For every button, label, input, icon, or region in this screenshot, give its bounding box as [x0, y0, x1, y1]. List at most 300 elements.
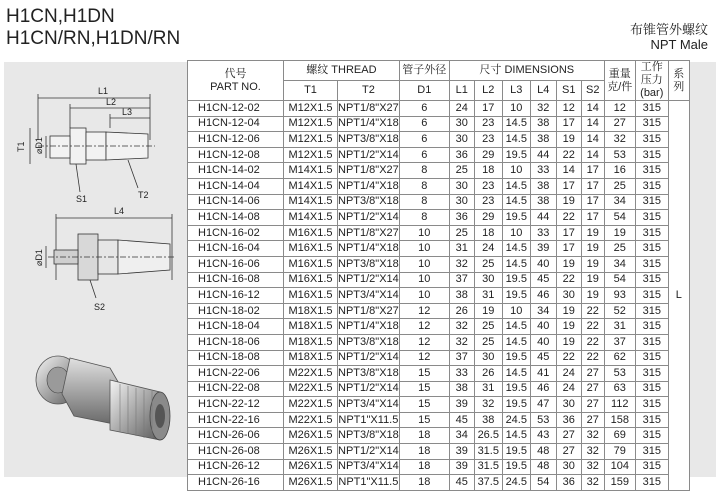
table-row: [188, 303, 690, 319]
table-cell: 8: [399, 210, 449, 226]
table-cell: 19.5: [502, 444, 530, 460]
table-cell: 37: [604, 334, 635, 350]
label-l2: L2: [106, 97, 117, 107]
table-cell: 63: [604, 381, 635, 397]
table-cell: 19: [604, 225, 635, 241]
table-cell: NPT3/8"X18: [338, 366, 400, 382]
table-cell: 315: [635, 350, 668, 366]
table-cell: 8: [399, 194, 449, 210]
table-cell: 18: [399, 428, 449, 444]
table-cell: M26X1.5: [284, 459, 338, 475]
table-cell: 53: [530, 412, 556, 428]
table-cell: H1CN-22-06: [188, 366, 284, 382]
table-cell: M16X1.5: [284, 225, 338, 241]
table-cell: 315: [635, 147, 668, 163]
table-cell: 315: [635, 178, 668, 194]
table-cell: 32: [474, 397, 502, 413]
table-cell: 24: [556, 366, 581, 382]
table-cell: 19.5: [502, 272, 530, 288]
table-cell: H1CN-16-12: [188, 288, 284, 304]
table-cell: 45: [449, 475, 474, 491]
table-cell: 17: [581, 194, 604, 210]
table-row: [188, 381, 690, 397]
table-cell: M16X1.5: [284, 272, 338, 288]
header-weight-line1: 重量: [608, 67, 631, 80]
table-row: [188, 288, 690, 304]
table-cell: 22: [581, 319, 604, 335]
table-cell: 62: [604, 350, 635, 366]
table-cell: 46: [530, 381, 556, 397]
table-cell: NPT3/8"X18: [338, 256, 400, 272]
table-row: [188, 444, 690, 460]
table-cell: 315: [635, 334, 668, 350]
table-cell: 18: [474, 225, 502, 241]
table-cell: 14.5: [502, 194, 530, 210]
table-cell: 17: [556, 178, 581, 194]
table-cell: M14X1.5: [284, 178, 338, 194]
table-cell: 6: [399, 116, 449, 132]
table-cell: 6: [399, 132, 449, 148]
header-part-no: [188, 61, 284, 101]
table-cell: M16X1.5: [284, 288, 338, 304]
table-cell: 30: [556, 459, 581, 475]
header-weight-line2: 克/件: [607, 80, 633, 93]
table-cell: 17: [581, 210, 604, 226]
table-cell: M14X1.5: [284, 210, 338, 226]
title-line-2: H1CN/RN,H1DN/RN: [6, 28, 181, 49]
table-cell: 46: [530, 288, 556, 304]
table-cell: 47: [530, 397, 556, 413]
table-cell: H1CN-14-06: [188, 194, 284, 210]
table-cell: 53: [604, 147, 635, 163]
table-cell: 19.5: [502, 288, 530, 304]
table-cell: 315: [635, 210, 668, 226]
header-l3: L3: [502, 81, 530, 101]
table-cell: 14.5: [502, 241, 530, 257]
table-cell: 159: [604, 475, 635, 491]
dimensions-table-body: [188, 101, 690, 491]
table-cell: 19: [581, 288, 604, 304]
table-cell: M18X1.5: [284, 350, 338, 366]
table-cell: 43: [530, 428, 556, 444]
table-cell: 315: [635, 101, 668, 117]
table-cell: NPT1/2"X14: [338, 210, 400, 226]
table-cell: 14.5: [502, 428, 530, 444]
table-cell: NPT1/8"X27: [338, 101, 400, 117]
table-cell: 34: [449, 428, 474, 444]
table-cell: 24: [449, 101, 474, 117]
table-row: [188, 319, 690, 335]
table-cell: 10: [399, 288, 449, 304]
table-cell: 16: [604, 163, 635, 179]
table-cell: H1CN-12-04: [188, 116, 284, 132]
header-d1: D1: [399, 81, 449, 101]
table-cell: 31: [604, 319, 635, 335]
label-s2: S2: [94, 302, 106, 312]
table-cell: 19: [556, 319, 581, 335]
table-cell: 315: [635, 397, 668, 413]
header-weight: [604, 61, 635, 101]
table-cell: 33: [530, 225, 556, 241]
table-cell: 27: [556, 428, 581, 444]
table-cell: M12X1.5: [284, 147, 338, 163]
table-cell: 25: [604, 241, 635, 257]
table-cell: 17: [556, 225, 581, 241]
header-part-en: PART NO.: [210, 80, 261, 93]
table-cell: 12: [399, 319, 449, 335]
table-row: [188, 132, 690, 148]
table-cell: NPT1/8"X27: [338, 303, 400, 319]
table-cell: M18X1.5: [284, 303, 338, 319]
table-cell: 17: [556, 241, 581, 257]
header-s2: S2: [581, 81, 604, 101]
table-cell: H1CN-18-02: [188, 303, 284, 319]
table-cell: 19: [556, 256, 581, 272]
table-cell: 24.5: [502, 475, 530, 491]
table-cell: 34: [604, 194, 635, 210]
table-cell: 25: [474, 256, 502, 272]
table-cell: 315: [635, 241, 668, 257]
table-cell: 19: [581, 225, 604, 241]
table-cell: NPT1/8"X27: [338, 225, 400, 241]
table-cell: 22: [556, 350, 581, 366]
table-cell: 10: [502, 163, 530, 179]
table-cell: 27: [556, 444, 581, 460]
table-cell: M18X1.5: [284, 334, 338, 350]
table-cell: 158: [604, 412, 635, 428]
label-d1-mid: ⌀D1: [34, 249, 44, 266]
table-cell: 17: [474, 101, 502, 117]
table-cell: M18X1.5: [284, 319, 338, 335]
table-row: [188, 397, 690, 413]
table-cell: 14: [581, 147, 604, 163]
table-cell: 69: [604, 428, 635, 444]
table-cell: 27: [581, 381, 604, 397]
table-cell: H1CN-26-16: [188, 475, 284, 491]
table-cell: 12: [399, 334, 449, 350]
table-cell: H1CN-16-08: [188, 272, 284, 288]
table-cell: NPT3/8"X18: [338, 132, 400, 148]
table-cell: 36: [449, 210, 474, 226]
header-pressure: [635, 61, 668, 101]
table-cell: 38: [530, 116, 556, 132]
table-row: [188, 366, 690, 382]
table-cell: 19.5: [502, 397, 530, 413]
table-cell: 315: [635, 428, 668, 444]
table-cell: 30: [556, 397, 581, 413]
table-cell: 19.5: [502, 459, 530, 475]
header-series-line2: 列: [673, 80, 685, 93]
table-row: [188, 116, 690, 132]
table-cell: 29: [474, 147, 502, 163]
table-cell: H1CN-12-02: [188, 101, 284, 117]
table-cell: 26: [449, 303, 474, 319]
table-cell: 19.5: [502, 210, 530, 226]
table-cell: M12X1.5: [284, 116, 338, 132]
table-cell: 315: [635, 225, 668, 241]
table-cell: 14: [581, 101, 604, 117]
table-row: [188, 412, 690, 428]
table-cell: 32: [581, 428, 604, 444]
table-cell: 25: [604, 178, 635, 194]
table-cell: NPT1/2"X14: [338, 381, 400, 397]
table-cell: 38: [530, 178, 556, 194]
table-cell: 45: [530, 272, 556, 288]
table-cell: 10: [399, 225, 449, 241]
table-cell: 22: [581, 334, 604, 350]
table-cell: 41: [530, 366, 556, 382]
table-cell: 38: [474, 412, 502, 428]
middle-section-drawing: [46, 214, 176, 298]
table-cell: 14.5: [502, 319, 530, 335]
table-cell: 24: [556, 381, 581, 397]
table-cell: 38: [530, 132, 556, 148]
table-cell: M12X1.5: [284, 132, 338, 148]
title-line-1: H1CN,H1DN: [6, 6, 115, 27]
table-cell: 25: [449, 163, 474, 179]
table-cell: 33: [449, 366, 474, 382]
table-cell: 40: [530, 334, 556, 350]
table-cell: 22: [556, 272, 581, 288]
product-title: [6, 6, 180, 50]
table-cell: 315: [635, 475, 668, 491]
table-cell: 23: [474, 194, 502, 210]
table-cell: 54: [604, 210, 635, 226]
table-cell: H1CN-22-16: [188, 412, 284, 428]
label-t1: T1: [16, 141, 26, 152]
table-cell: 15: [399, 366, 449, 382]
table-cell: M14X1.5: [284, 194, 338, 210]
table-cell: H1CN-14-04: [188, 178, 284, 194]
table-cell: H1CN-26-08: [188, 444, 284, 460]
table-cell: 315: [635, 194, 668, 210]
table-cell: 32: [581, 444, 604, 460]
table-cell: 40: [530, 319, 556, 335]
table-cell: 54: [604, 272, 635, 288]
table-cell: H1CN-12-06: [188, 132, 284, 148]
table-cell: 45: [530, 350, 556, 366]
table-cell: 30: [474, 350, 502, 366]
table-cell: NPT1/2"X14: [338, 350, 400, 366]
table-cell: 19: [474, 303, 502, 319]
fitting-photo: [36, 356, 170, 440]
table-cell: 30: [556, 288, 581, 304]
table-cell: 34: [604, 256, 635, 272]
table-cell: 104: [604, 459, 635, 475]
table-row: [188, 272, 690, 288]
header-tube-od: 管子外径: [399, 61, 449, 81]
table-cell: 30: [449, 178, 474, 194]
table-cell: 34: [530, 303, 556, 319]
table-cell: M22X1.5: [284, 381, 338, 397]
table-cell: 19: [556, 132, 581, 148]
header-s1: S1: [556, 81, 581, 101]
table-cell: 38: [449, 288, 474, 304]
table-cell: 14.5: [502, 334, 530, 350]
table-row: [188, 101, 690, 117]
table-cell: 14.5: [502, 366, 530, 382]
table-cell: NPT3/8"X18: [338, 334, 400, 350]
table-cell: 10: [502, 101, 530, 117]
table-row: [188, 256, 690, 272]
table-cell: M16X1.5: [284, 241, 338, 257]
table-cell: 22: [581, 350, 604, 366]
header-part-cn: 代号: [224, 67, 247, 80]
header-pressure-line2: 压力: [640, 74, 663, 86]
table-cell: 19.5: [502, 147, 530, 163]
dimensions-table: [187, 60, 690, 491]
table-cell: M22X1.5: [284, 397, 338, 413]
table-cell: 12: [556, 101, 581, 117]
table-cell: 25: [474, 319, 502, 335]
table-cell: 10: [399, 256, 449, 272]
table-cell: 29: [474, 210, 502, 226]
table-cell: 27: [581, 366, 604, 382]
table-cell: 27: [604, 116, 635, 132]
table-cell: 26: [474, 366, 502, 382]
table-cell: 12: [604, 101, 635, 117]
table-cell: 36: [449, 147, 474, 163]
table-cell: 19: [581, 272, 604, 288]
table-cell: 6: [399, 101, 449, 117]
table-cell: 315: [635, 444, 668, 460]
table-cell: H1CN-16-02: [188, 225, 284, 241]
table-cell: H1CN-26-06: [188, 428, 284, 444]
label-l4: L4: [114, 206, 125, 216]
table-cell: NPT1/8"X27: [338, 163, 400, 179]
header-l4: L4: [530, 81, 556, 101]
table-cell: 27: [581, 397, 604, 413]
table-cell: 19.5: [502, 381, 530, 397]
table-cell: 44: [530, 210, 556, 226]
table-cell: 14: [581, 132, 604, 148]
table-cell: M26X1.5: [284, 428, 338, 444]
table-cell: NPT3/4"X14: [338, 459, 400, 475]
table-cell: 12: [399, 303, 449, 319]
table-cell: 36: [556, 412, 581, 428]
table-cell: 31.5: [474, 444, 502, 460]
label-d1-top: ⌀D1: [34, 137, 44, 154]
header-l2: L2: [474, 81, 502, 101]
table-cell: 8: [399, 178, 449, 194]
table-cell: 19.5: [502, 350, 530, 366]
table-cell: 33: [530, 163, 556, 179]
table-cell: NPT1/4"X18: [338, 319, 400, 335]
table-cell: 23: [474, 132, 502, 148]
table-cell: 53: [604, 366, 635, 382]
header-series: [668, 61, 689, 101]
table-cell: 30: [449, 132, 474, 148]
table-cell: 44: [530, 147, 556, 163]
table-cell: 24.5: [502, 412, 530, 428]
table-cell: 10: [399, 272, 449, 288]
table-cell: 22: [581, 303, 604, 319]
table-cell: 18: [399, 444, 449, 460]
table-row: [188, 428, 690, 444]
series-cell: L: [668, 101, 689, 491]
thread-type-label: [630, 22, 708, 52]
header-thread: 螺纹 THREAD: [284, 61, 400, 81]
table-row: [188, 225, 690, 241]
table-cell: NPT1/4"X18: [338, 241, 400, 257]
table-cell: 37: [449, 272, 474, 288]
table-cell: 31: [449, 241, 474, 257]
table-row: [188, 459, 690, 475]
table-cell: 23: [474, 116, 502, 132]
table-cell: 22: [556, 210, 581, 226]
table-cell: 14: [581, 116, 604, 132]
table-cell: H1CN-22-08: [188, 381, 284, 397]
table-cell: 18: [399, 459, 449, 475]
table-cell: M12X1.5: [284, 101, 338, 117]
table-cell: 12: [399, 350, 449, 366]
table-cell: 315: [635, 366, 668, 382]
table-row: [188, 475, 690, 491]
table-cell: 19: [556, 303, 581, 319]
table-cell: 45: [449, 412, 474, 428]
header-pressure-line1: 工作: [640, 61, 663, 73]
header-t1: T1: [284, 81, 338, 101]
table-cell: 32: [449, 334, 474, 350]
table-cell: 315: [635, 256, 668, 272]
table-cell: 6: [399, 147, 449, 163]
table-cell: 315: [635, 132, 668, 148]
table-cell: 112: [604, 397, 635, 413]
table-cell: 48: [530, 459, 556, 475]
table-cell: 36: [556, 475, 581, 491]
table-cell: 315: [635, 116, 668, 132]
thread-type-en: NPT Male: [650, 37, 708, 52]
table-cell: 10: [399, 241, 449, 257]
table-cell: H1CN-16-04: [188, 241, 284, 257]
table-cell: H1CN-14-08: [188, 210, 284, 226]
table-cell: 315: [635, 163, 668, 179]
table-cell: NPT1/2"X14: [338, 272, 400, 288]
label-l3: L3: [122, 107, 133, 117]
table-cell: M22X1.5: [284, 412, 338, 428]
table-row: [188, 334, 690, 350]
table-cell: 14.5: [502, 116, 530, 132]
table-cell: NPT3/4"X14: [338, 397, 400, 413]
table-cell: NPT3/8"X18: [338, 194, 400, 210]
table-cell: 15: [399, 381, 449, 397]
label-t2: T2: [138, 190, 149, 200]
table-cell: 15: [399, 412, 449, 428]
header-t2: T2: [338, 81, 400, 101]
table-cell: 38: [530, 194, 556, 210]
table-cell: 39: [449, 444, 474, 460]
table-cell: 39: [530, 241, 556, 257]
table-cell: 15: [399, 397, 449, 413]
table-cell: 18: [474, 163, 502, 179]
table-cell: 37.5: [474, 475, 502, 491]
top-section-drawing: [30, 94, 155, 192]
table-cell: 19: [581, 241, 604, 257]
table-cell: 18: [399, 475, 449, 491]
table-cell: 38: [449, 381, 474, 397]
header-dimensions: 尺寸 DIMENSIONS: [449, 61, 604, 81]
table-cell: NPT1"X11.5: [338, 475, 400, 491]
table-cell: H1CN-18-06: [188, 334, 284, 350]
table-cell: 32: [449, 319, 474, 335]
table-cell: M22X1.5: [284, 366, 338, 382]
label-l1: L1: [98, 86, 109, 96]
label-s1: S1: [76, 194, 88, 204]
table-cell: 19: [556, 334, 581, 350]
table-cell: NPT1/4"X18: [338, 178, 400, 194]
table-cell: 39: [449, 397, 474, 413]
table-cell: M26X1.5: [284, 475, 338, 491]
